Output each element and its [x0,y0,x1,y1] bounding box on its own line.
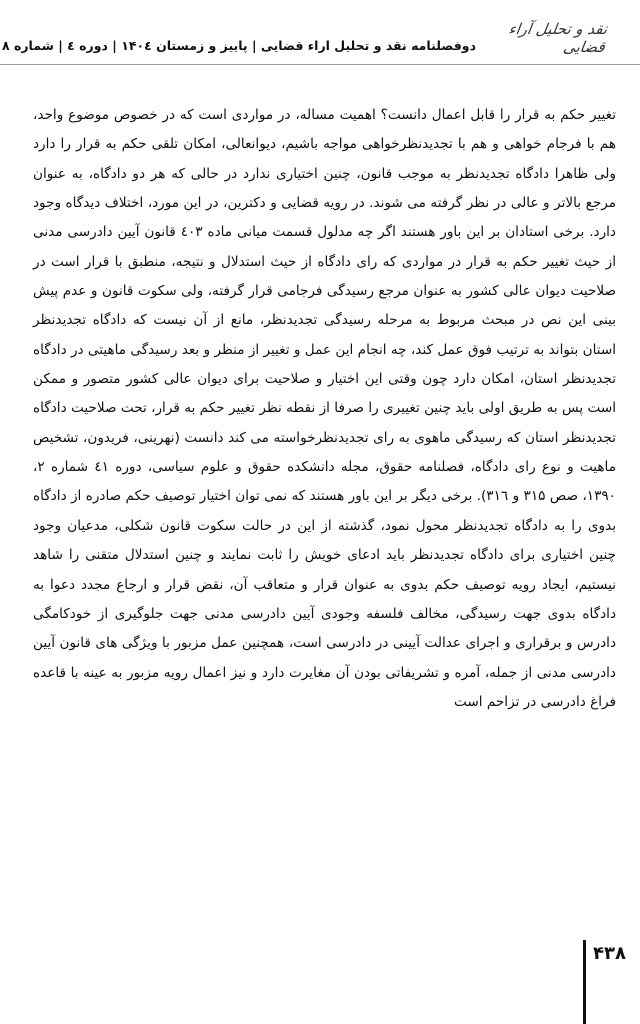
main-paragraph: تغییر حکم به قرار را قابل اعمال دانست؟ اهمیت مساله، در مواردی است که در خصوص موضوع واحد، هم با فرجام خواهی و هم با تجدیدنظرخواهی مواجه باشیم، دیوانعالی، امکان تلقی حکم به قرار را دارد ولی ظاهرا دادگاه تجدیدنظر به موجب قانون، چنین اختیاری ندارد در حالی که هر دو دادگاه، به عنوان مرجع بالاتر و عالی در نظر گرفته می شوند. در رویه قضایی و دکترین، در این مورد، اختلاف دیدگاه وجود دارد. برخی استادان بر این باور هستند اگر چه مدلول قسمت میانی ماده ٤٠۳ قانون آیین دادرسی مدنی از حیث تغییر حکم به قرار در مواردی که رای دادگاه از حیث استدلال و نتیجه، منطبق با قرار است در صلاحیت دیوان عالی کشور به عنوان مرجع رسیدگی فرجامی قرار گرفته، ولی سکوت قانون و عدم پیش بینی این نص در مبحث مربوط به مرحله رسیدگی تجدیدنظر، مانع از آن نیست که دادگاه تجدیدنظر استان بتواند به ترتیب فوق عمل کند، چه انجام این عمل و تغییر از منظر و بعد رسیدگی ماهیتی در دادگاه تجدیدنظر استان، امکان دارد چون وقتی این اختیار و صلاحیت برای دیوان عالی کشور متصور و ممکن است پس به طریق اولی باید چنین تغییری را صرفا از نقطه نظر تغییر حکم به قرار، تحت صلاحیت دادگاه تجدیدنظر استان که رسیدگی ماهوی به رای تجدیدنظرخواسته می کند دانست (نهرینی، فریدون، تشخیص ماهیت و نوع رای دادگاه، فصلنامه حقوق، مجله دانشکده حقوق و علوم سیاسی، دوره ٤۱ شماره ۲، ۱۳۹۰، صص ۳۱۵ و ۳۱٦). برخی دیگر بر این باور هستند که نمی توان اختیار توصیف حکم صادره از دادگاه بدوی را به دادگاه تجدیدنظر محول نمود، گذشته از این در حالت سکوت قانون شکلی، مدعیان وجود چنین اختیاری برای دادگاه تجدیدنظر باید ادعای خویش را ثابت نمایند و چنین استدلال متقنی را شاهد نیستیم، ایجاد رویه توصیف حکم بدوی به عنوان قرار و متعاقب آن، نقض قرار و ارجاع مجدد دعوا به دادگاه بدوی جهت رسیدگی، مخالف فلسفه وجودی آیین دادرسی مدنی جهت جلوگیری از خودکامگی دادرس و برقراری و اجرای عدالت آیینی در دادرسی است، همچنین عمل مزبور با ویژگی های قانون آیین دادرسی مدنی از جمله، آمره و تشریفاتی بودن آن مغایرت دارد و نیز اعمال رویه مزبور به عینه با قاعده فراغ دادرسی در تزاحم است [33,107,616,710]
page-header [0,0,640,70]
page-number: ۴۳۸ [593,943,626,964]
header-divider [0,64,640,65]
journal-logo [476,18,609,58]
page-number-bar [583,940,586,1024]
journal-logo-lettering: نقد و تحلیل آراء قضایی [507,20,609,56]
journal-issue-line: دوفصلنامه نقد و تحلیل اراء قضایی | پاییز و زمستان ۱۴۰٤ | دوره ٤ | شماره ۸ [1,38,476,53]
